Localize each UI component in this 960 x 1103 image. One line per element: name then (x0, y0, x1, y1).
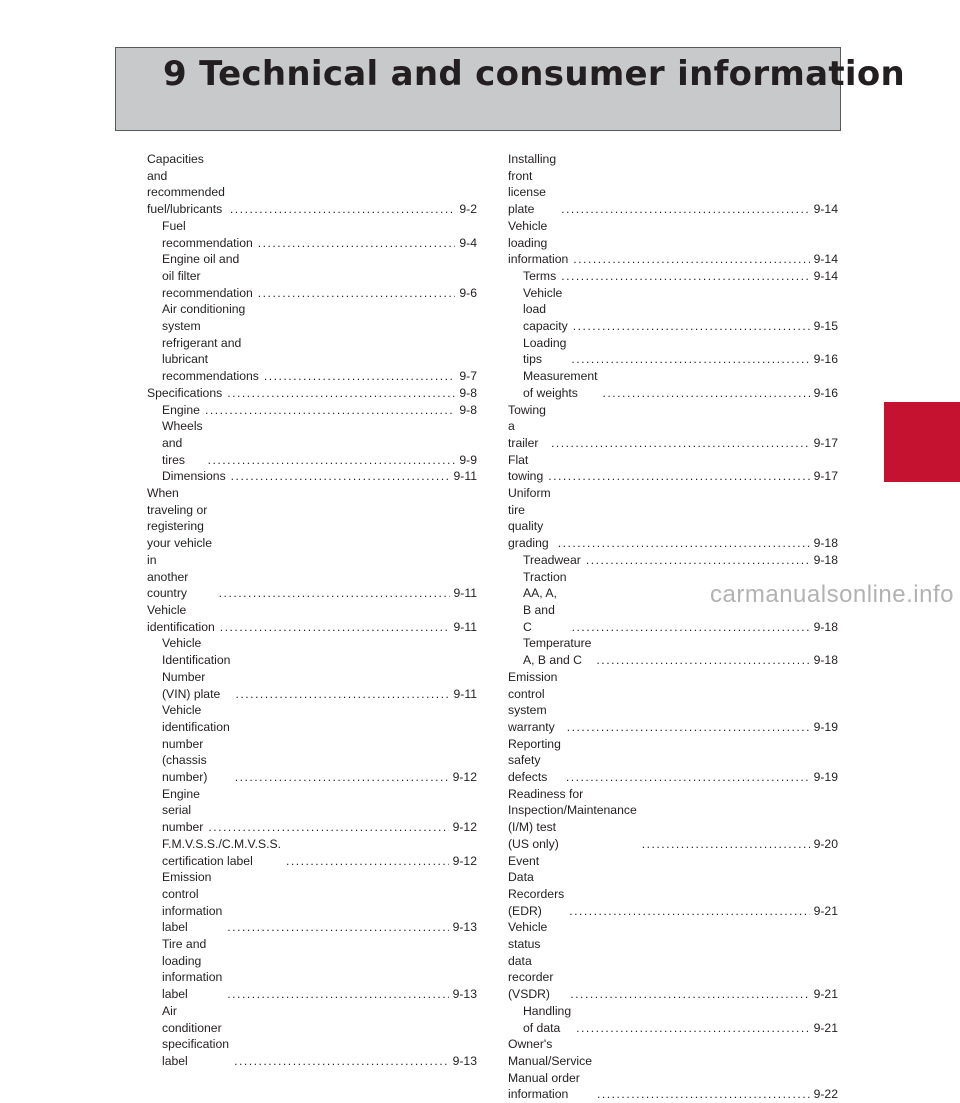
toc-entry-page: 9-13 (452, 920, 477, 935)
toc-entry-page: 9-19 (813, 719, 838, 734)
toc-entry-page: 9-18 (813, 653, 838, 668)
toc-leader-dots (219, 585, 450, 602)
toc-leader-dots (220, 619, 450, 636)
toc-leader-dots (551, 435, 810, 452)
toc-entry-page: 9-16 (813, 385, 838, 400)
toc-entry[interactable] (508, 285, 838, 335)
toc-entry-label: Terms (523, 268, 557, 283)
toc-leader-dots (548, 468, 809, 485)
toc-leader-dots (586, 552, 810, 569)
toc-entry-label: Towing a trailer (508, 402, 546, 450)
toc-leader-dots (576, 1020, 809, 1037)
toc-entry-page: 9-6 (459, 285, 477, 300)
toc-leader-dots (558, 535, 810, 552)
toc-entry-label: Event Data Recorders (EDR) (508, 853, 565, 918)
toc-entry[interactable] (508, 1036, 838, 1103)
toc-right-column (508, 151, 838, 1103)
toc-entry-label: Measurement of weights (523, 369, 598, 400)
toc-entry-label: Temperature A, B and C (523, 636, 592, 668)
toc-entry-label: Treadwear (523, 552, 581, 567)
toc-entry[interactable] (147, 1003, 477, 1070)
toc-entry-page: 9-7 (459, 369, 477, 384)
toc-entry-page: 9-20 (813, 836, 838, 851)
toc-entry[interactable] (508, 635, 838, 668)
toc-entry-label: Specifications (147, 385, 223, 400)
toc-entry-page: 9-14 (813, 202, 838, 217)
toc-leader-dots (597, 1086, 810, 1103)
toc-entry-label: Uniform tire quality grading (508, 486, 551, 551)
toc-entry-label: Traction AA, A, B and C (523, 569, 567, 634)
toc-entry[interactable] (147, 836, 477, 869)
toc-entry[interactable] (147, 602, 477, 635)
toc-leader-dots (208, 452, 456, 469)
toc-leader-dots (264, 368, 456, 385)
toc-entry-label: Vehicle loading information (508, 218, 569, 267)
toc-entry-label: Wheels and tires (162, 419, 203, 467)
toc-entry[interactable] (147, 485, 477, 602)
toc-entry-page: 9-12 (452, 820, 477, 835)
toc-entry-label: Emission control information label (162, 870, 223, 935)
toc-entry-label: Reporting safety defects (508, 736, 561, 785)
toc-entry-page: 9-18 (813, 536, 838, 551)
toc-entry-label: Air conditioner specification label (162, 1003, 230, 1068)
toc-leader-dots (571, 351, 809, 368)
toc-entry[interactable] (147, 301, 477, 385)
toc-entry-page: 9-17 (813, 469, 838, 484)
toc-entry-page: 9-11 (453, 586, 477, 601)
toc-entry-label: Air conditioning system refrigerant and lubricant recommendations (162, 302, 259, 384)
toc-entry-label: Vehicle identification (147, 602, 215, 634)
watermark: carmanualsonline.info (710, 581, 954, 608)
toc-entry-page: 9-8 (459, 402, 477, 417)
toc-entry-label: Vehicle Identification Number (VIN) plate (162, 636, 231, 701)
toc-entry-page: 9-21 (813, 903, 838, 918)
toc-entry-label: Engine serial number (162, 786, 204, 835)
toc-leader-dots (561, 201, 809, 218)
toc-entry-page: 9-18 (813, 552, 838, 567)
toc-entry-page: 9-16 (813, 352, 838, 367)
toc-leader-dots (235, 686, 449, 703)
toc-leader-dots (603, 385, 810, 402)
toc-entry-label: Vehicle identification number (chassis number) (162, 703, 230, 785)
toc-entry[interactable] (508, 485, 838, 552)
toc-entry-page: 9-19 (813, 770, 838, 785)
toc-entry-label: Handling of data (523, 1003, 572, 1035)
chapter-title: 9 Technical and consumer information (163, 54, 906, 94)
toc-entry-page: 9-12 (452, 770, 477, 785)
toc-leader-dots (234, 1053, 449, 1070)
toc-entry[interactable] (147, 385, 477, 402)
toc-left-column (147, 151, 477, 1070)
toc-leader-dots (573, 318, 810, 335)
toc-leader-dots (235, 769, 449, 786)
toc-entry[interactable] (147, 468, 477, 485)
toc-entry-label: Capacities and recommended fuel/lubricants (147, 152, 225, 217)
toc-entry[interactable] (147, 418, 477, 468)
toc-entry[interactable] (147, 402, 477, 419)
toc-entry-page: 9-17 (813, 435, 838, 450)
toc-entry-page: 9-2 (459, 202, 477, 217)
toc-leader-dots (205, 402, 455, 419)
toc-entry-page: 9-12 (452, 853, 477, 868)
toc-entry[interactable] (508, 335, 838, 368)
toc-entry-page: 9-11 (453, 469, 477, 484)
toc-entry[interactable] (147, 786, 477, 836)
toc-leader-dots (208, 819, 448, 836)
toc-entry-label: Vehicle status data recorder (VSDR) (508, 920, 554, 1002)
toc-entry-label: Tire and loading information label (162, 937, 223, 1002)
toc-entry-label: When traveling or registering your vehicle in another country (147, 486, 213, 601)
toc-entry-page: 9-22 (813, 1087, 838, 1102)
toc-entry-page: 9-21 (813, 1020, 838, 1035)
toc-entry-page: 9-14 (813, 268, 838, 283)
toc-leader-dots (258, 235, 456, 252)
toc-entry-page: 9-11 (453, 686, 477, 701)
toc-entry[interactable] (508, 552, 838, 569)
toc-leader-dots (230, 201, 455, 218)
toc-entry-label: Engine (162, 402, 200, 417)
toc-entry-label: Dimensions (162, 469, 226, 484)
toc-entry-label: Readiness for Inspection/Maintenance (I/M) test (US only) (508, 786, 637, 851)
toc-leader-dots (570, 986, 809, 1003)
toc-entry-label: Emission control system warranty (508, 669, 558, 734)
toc-entry-page: 9-11 (453, 619, 477, 634)
toc-entry[interactable] (508, 919, 838, 1003)
toc-entry[interactable] (508, 452, 838, 485)
toc-entry[interactable] (508, 786, 838, 853)
toc-entry-page: 9-14 (813, 252, 838, 267)
toc-leader-dots (573, 251, 809, 268)
toc-entry-label: Loading tips (523, 335, 567, 367)
toc-entry-label: Owner's Manual/Service Manual order information (508, 1037, 592, 1102)
toc-leader-dots (572, 619, 810, 636)
section-tab (884, 402, 960, 482)
toc-leader-dots (286, 853, 449, 870)
toc-entry-page: 9-21 (813, 987, 838, 1002)
toc-entry[interactable] (508, 151, 838, 218)
toc-entry[interactable] (508, 669, 838, 736)
toc-leader-dots (258, 285, 456, 302)
toc-entry-page: 9-15 (813, 319, 838, 334)
toc-entry[interactable] (147, 869, 477, 936)
toc-entry[interactable] (508, 402, 838, 452)
toc-entry[interactable] (508, 853, 838, 920)
toc-leader-dots (227, 385, 455, 402)
toc-entry-label: F.M.V.S.S./C.M.V.S.S. certification label (162, 836, 281, 868)
toc-entry[interactable] (508, 368, 838, 401)
toc-entry-label: Fuel recommendation (162, 218, 253, 250)
toc-entry[interactable] (147, 218, 477, 251)
toc-leader-dots (569, 903, 809, 920)
toc-entry[interactable] (147, 702, 477, 786)
toc-entry-page: 9-18 (813, 619, 838, 634)
toc-entry[interactable] (508, 218, 838, 268)
toc-leader-dots (227, 919, 448, 936)
toc-entry[interactable] (147, 151, 477, 218)
toc-entry-page: 9-13 (452, 1053, 477, 1068)
toc-leader-dots (567, 719, 810, 736)
toc-entry-label: Installing front license plate (508, 152, 557, 217)
toc-entry-page: 9-9 (459, 452, 477, 467)
toc-entry-page: 9-8 (459, 385, 477, 400)
toc-entry[interactable] (508, 1003, 838, 1036)
toc-leader-dots (566, 769, 810, 786)
toc-entry[interactable] (147, 251, 477, 301)
toc-leader-dots (561, 268, 809, 285)
toc-entry-page: 9-4 (459, 235, 477, 250)
toc-leader-dots (642, 836, 810, 853)
chapter-header-band (115, 47, 906, 131)
toc-entry[interactable] (147, 635, 477, 702)
toc-leader-dots (596, 652, 809, 669)
toc-entry-label: Engine oil and oil filter recommendation (162, 252, 253, 300)
toc-entry-page: 9-13 (452, 987, 477, 1002)
toc-entry[interactable] (508, 736, 838, 786)
toc-entry-label: Flat towing (508, 452, 544, 484)
toc-leader-dots (227, 986, 448, 1003)
toc-leader-dots (231, 468, 450, 485)
toc-entry[interactable] (147, 936, 477, 1003)
toc-entry-label: Vehicle load capacity (523, 285, 568, 334)
toc-entry[interactable] (508, 268, 838, 285)
